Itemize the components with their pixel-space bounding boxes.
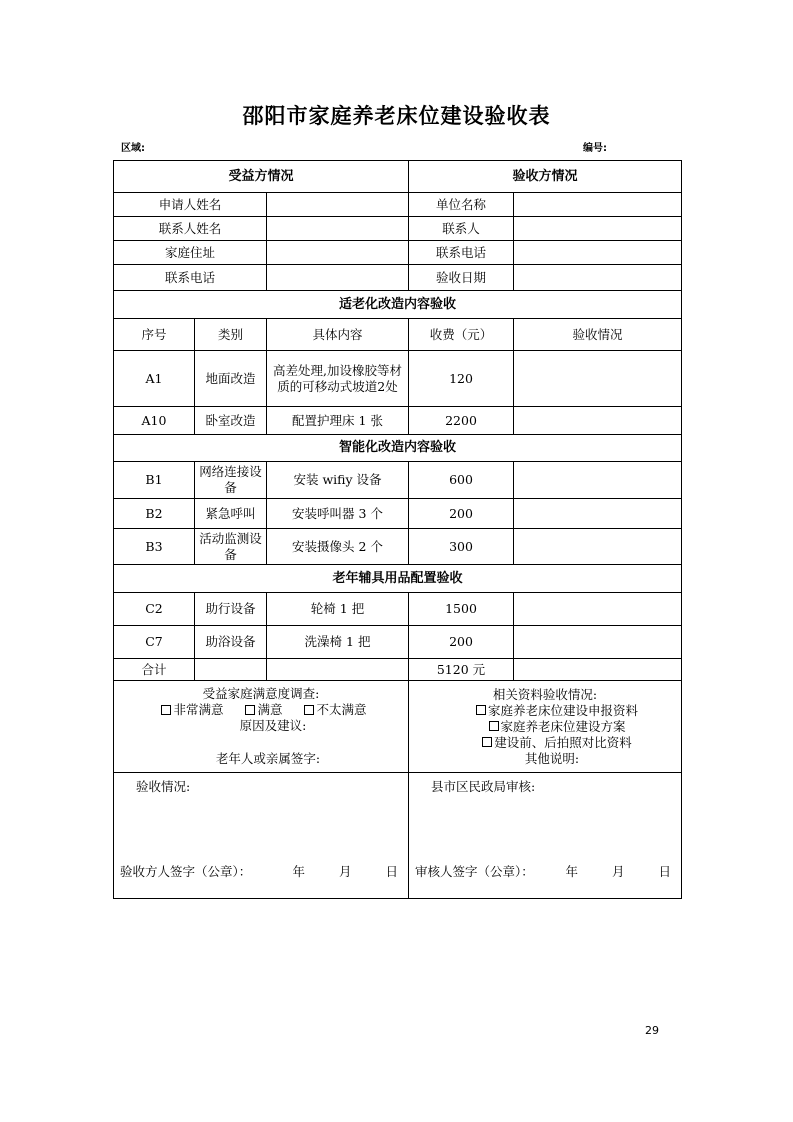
acceptor-phone-field[interactable] (514, 241, 682, 265)
item-category: 助行设备 (195, 593, 267, 626)
column-header-content: 具体内容 (267, 319, 409, 351)
checkbox-icon[interactable] (161, 705, 171, 715)
review-signature: 审核人签字（公章）： (415, 864, 534, 879)
item-no: B3 (114, 529, 195, 565)
total-label: 合计 (114, 659, 195, 681)
contact-phone-field[interactable] (267, 265, 409, 291)
unit-name-field[interactable] (514, 193, 682, 217)
satisfaction-survey-cell (114, 681, 409, 773)
item-fee: 300 (409, 529, 514, 565)
item-category: 网络连接设备 (195, 462, 267, 499)
documents-title: 相关资料验收情况: (492, 686, 598, 702)
documents-check-cell (409, 681, 682, 773)
item-no: A1 (114, 351, 195, 407)
option-not-satisfied[interactable]: 不太满意 (304, 702, 366, 717)
acceptance-date: 年 月 日 (292, 864, 398, 879)
item-status-field[interactable] (514, 499, 682, 529)
info-label: 单位名称 (409, 193, 514, 217)
total-blank (195, 659, 267, 681)
total-value: 5120 元 (409, 659, 514, 681)
table-row (114, 529, 682, 565)
info-label: 联系人 (409, 217, 514, 241)
number-label: 编号: (583, 143, 607, 154)
item-fee: 1500 (409, 593, 514, 626)
item-status-field[interactable] (514, 407, 682, 435)
table-row (114, 499, 682, 529)
acceptance-date-field[interactable] (514, 265, 682, 291)
checkbox-icon[interactable] (245, 705, 255, 715)
info-label: 联系人姓名 (114, 217, 267, 241)
section-title-aids: 老年辅具用品配置验收 (114, 565, 682, 593)
item-category: 助浴设备 (195, 626, 267, 659)
acceptor-contact-field[interactable] (514, 217, 682, 241)
total-blank (267, 659, 409, 681)
acceptance-title: 验收情况: (136, 779, 191, 794)
item-status-field[interactable] (514, 462, 682, 499)
item-status-field[interactable] (514, 529, 682, 565)
checkbox-icon[interactable] (304, 705, 314, 715)
info-label: 家庭住址 (114, 241, 267, 265)
item-category: 卧室改造 (195, 407, 267, 435)
item-fee: 600 (409, 462, 514, 499)
contact-name-field[interactable] (267, 217, 409, 241)
review-cell[interactable] (409, 773, 682, 899)
table-row (114, 593, 682, 626)
column-header-category: 类别 (195, 319, 267, 351)
item-no: B2 (114, 499, 195, 529)
survey-title: 受益家庭满意度调查: (202, 686, 320, 701)
document-item[interactable]: 建设前、后拍照对比资料 (413, 735, 677, 751)
item-content: 安装呼叫器 3 个 (267, 499, 409, 529)
item-no: C2 (114, 593, 195, 626)
table-row (114, 626, 682, 659)
item-content: 配置护理床 1 张 (267, 407, 409, 435)
document-item[interactable]: 家庭养老床位建设申报资料 (413, 703, 677, 719)
item-content: 高差处理,加设橡胶等材质的可移动式坡道2处 (267, 351, 409, 407)
item-content: 安装 wifiy 设备 (267, 462, 409, 499)
item-status-field[interactable] (514, 626, 682, 659)
item-fee: 2200 (409, 407, 514, 435)
item-fee: 120 (409, 351, 514, 407)
info-label: 联系电话 (114, 265, 267, 291)
column-header-no: 序号 (114, 319, 195, 351)
item-fee: 200 (409, 499, 514, 529)
checkbox-icon[interactable] (476, 705, 486, 715)
total-blank (514, 659, 682, 681)
option-satisfied[interactable]: 满意 (245, 702, 282, 717)
home-address-field[interactable] (267, 241, 409, 265)
survey-options (118, 702, 404, 718)
survey-reason: 原因及建议: (239, 718, 307, 733)
info-label: 验收日期 (409, 265, 514, 291)
column-header-fee: 收费（元） (409, 319, 514, 351)
acceptance-cell[interactable] (114, 773, 409, 899)
item-no: A10 (114, 407, 195, 435)
item-fee: 200 (409, 626, 514, 659)
page-title: 邵阳市家庭养老床位建设验收表 (242, 104, 551, 128)
item-content: 轮椅 1 把 (267, 593, 409, 626)
review-date: 年 月 日 (565, 864, 672, 879)
checkbox-icon[interactable] (489, 721, 499, 731)
region-label: 区域: (121, 143, 145, 154)
checkbox-icon[interactable] (482, 737, 492, 747)
acceptance-signature: 验收方人签字（公章）： (120, 864, 252, 879)
column-header-status: 验收情况 (514, 319, 682, 351)
survey-signature: 老年人或亲属签字: (215, 751, 321, 766)
page-number: 29 (645, 1024, 659, 1037)
document-item[interactable]: 家庭养老床位建设方案 (413, 719, 677, 735)
table-row (114, 462, 682, 499)
info-label: 联系电话 (409, 241, 514, 265)
section-title-smart: 智能化改造内容验收 (114, 435, 682, 462)
item-category: 地面改造 (195, 351, 267, 407)
applicant-name-field[interactable] (267, 193, 409, 217)
acceptor-header: 验收方情况 (409, 161, 682, 193)
table-row (114, 351, 682, 407)
item-category: 紧急呼叫 (195, 499, 267, 529)
acceptance-form-table (113, 160, 682, 899)
option-very-satisfied[interactable]: 非常满意 (161, 702, 223, 717)
documents-other: 其他说明: (524, 750, 580, 766)
item-category: 活动监测设备 (195, 529, 267, 565)
item-no: B1 (114, 462, 195, 499)
beneficiary-header: 受益方情况 (114, 161, 409, 193)
section-title-aging: 适老化改造内容验收 (114, 291, 682, 319)
item-no: C7 (114, 626, 195, 659)
review-title: 县市区民政局审核: (431, 779, 536, 794)
item-content: 洗澡椅 1 把 (267, 626, 409, 659)
item-status-field[interactable] (514, 593, 682, 626)
table-row (114, 407, 682, 435)
item-content: 安装摄像头 2 个 (267, 529, 409, 565)
info-label: 申请人姓名 (114, 193, 267, 217)
item-status-field[interactable] (514, 351, 682, 407)
